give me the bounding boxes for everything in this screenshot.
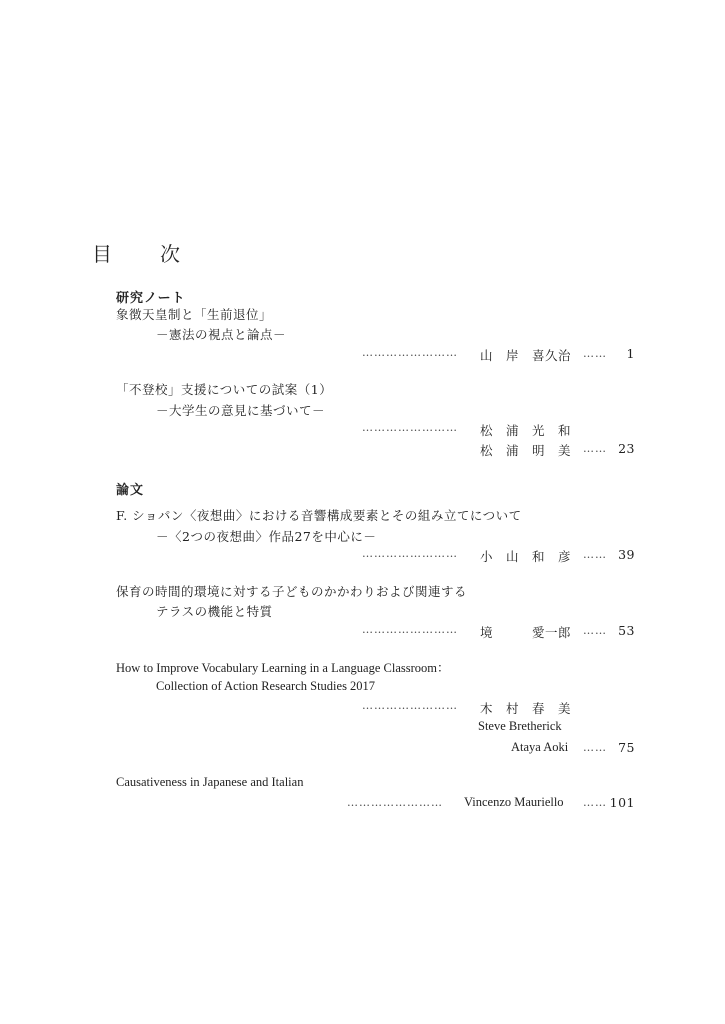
page-number: 75 (618, 740, 635, 755)
page-dots: …… (583, 548, 607, 561)
entry-author: 境 愛一郎 (480, 625, 572, 640)
page-dots: …… (583, 442, 607, 455)
section-heading-papers: 論文 (116, 483, 145, 498)
page-number: 53 (618, 623, 635, 638)
page-dots: …… (583, 624, 607, 637)
entry-title: 「不登校」支援についての試案（1） (116, 382, 333, 397)
entry-author: 松 浦 光 和 (480, 423, 572, 438)
entry-author: 木 村 春 美 (480, 701, 572, 716)
entry-subtitle: Collection of Action Research Studies 2017 (156, 679, 376, 693)
entry-subtitle: テラスの機能と特質 (156, 604, 273, 619)
entry-title: 象徴天皇制と「生前退位」 (116, 307, 273, 322)
entry-title: Causativeness in Japanese and Italian (116, 775, 304, 789)
entry-author: 山 岸 喜久治 (480, 348, 572, 363)
leader-dots: …………………… (362, 421, 458, 434)
page-dots: …… (583, 741, 607, 754)
page-title: 目 次 (92, 242, 194, 266)
entry-title: How to Improve Vocabulary Learning in a Language Classroom： (116, 661, 450, 675)
page-number: 23 (618, 441, 635, 456)
leader-dots: …………………… (362, 699, 458, 712)
leader-dots: …………………… (362, 547, 458, 560)
page-dots: …… (583, 796, 607, 809)
section-heading-research-notes: 研究ノート (116, 291, 186, 306)
entry-author: Vincenzo Mauriello (464, 795, 564, 809)
entry-subtitle: －〈2つの夜想曲〉作品27を中心に－ (156, 529, 377, 544)
entry-subtitle: －憲法の視点と論点－ (156, 327, 287, 342)
entry-author: 松 浦 明 美 (480, 443, 572, 458)
entry-author: 小 山 和 彦 (480, 549, 572, 564)
page-number: 101 (609, 795, 635, 810)
entry-author: Steve Bretherick (478, 719, 562, 733)
page-number: 39 (618, 547, 635, 562)
entry-subtitle: －大学生の意見に基づいて－ (156, 403, 326, 418)
leader-dots: …………………… (347, 796, 443, 809)
leader-dots: …………………… (362, 346, 458, 359)
leader-dots: …………………… (362, 623, 458, 636)
entry-title: 保育の時間的環境に対する子どものかかわりおよび関連する (116, 584, 468, 599)
page-number: 1 (626, 346, 635, 361)
entry-title: F. ショパン〈夜想曲〉における音響構成要素とその組み立てについて (116, 508, 522, 523)
page-dots: …… (583, 347, 607, 360)
entry-author: Ataya Aoki (511, 740, 569, 754)
